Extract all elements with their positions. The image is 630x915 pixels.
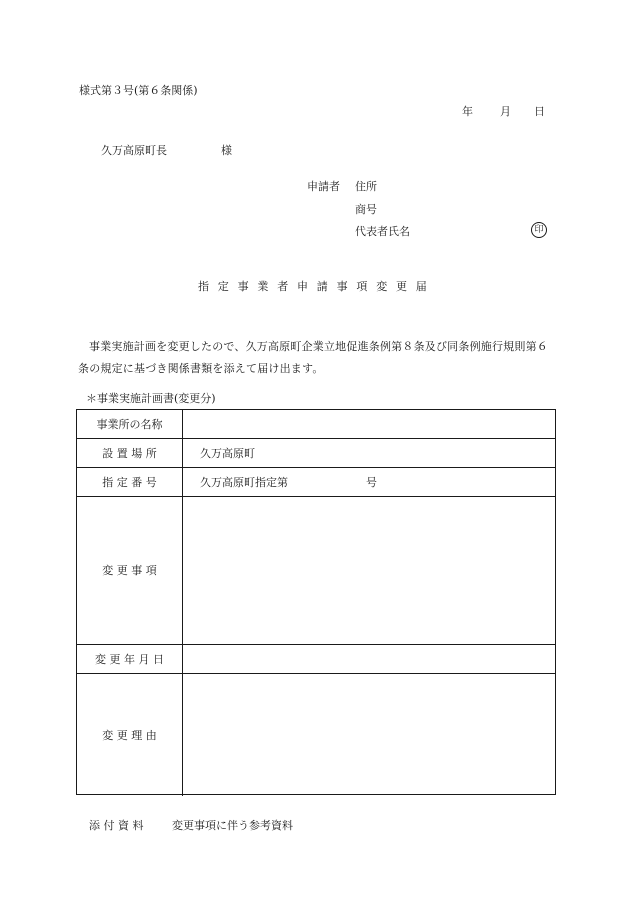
change-date-field[interactable]: [183, 645, 555, 673]
table-row-business-name: [77, 410, 555, 439]
form-number: 様式第３号(第６条関係): [79, 84, 198, 97]
applicant-business-name-label: 商号: [355, 203, 377, 216]
addressee-honorific: 様: [221, 144, 232, 157]
date-day-label: 日: [534, 105, 545, 118]
attachments-value: 変更事項に伴う参考資料: [172, 819, 293, 832]
business-name-field[interactable]: [183, 410, 555, 438]
table-row-change-items: [77, 497, 555, 645]
designation-number-field[interactable]: [183, 468, 555, 496]
change-items-field[interactable]: [183, 497, 555, 644]
document-title: 指定事業者申請事項変更届: [198, 280, 436, 293]
applicant-address-label: 住所: [355, 180, 377, 193]
location-field[interactable]: 久万高原町: [200, 446, 255, 460]
applicant-representative-label: 代表者氏名: [355, 225, 410, 238]
seal-mark: 印: [531, 222, 547, 238]
applicant-label: 申請者: [307, 180, 340, 193]
addressee-name: 久万高原町長: [101, 144, 167, 157]
table-row-designation-number: [77, 468, 555, 497]
change-reason-field[interactable]: [183, 674, 555, 796]
table-row-change-date: [77, 645, 555, 674]
plan-table: [76, 409, 556, 795]
row-label: 変 更 事 項: [77, 497, 183, 644]
row-label: 指 定 番 号: [77, 468, 183, 496]
table-caption: ＊事業実施計画書(変更分): [86, 392, 216, 405]
table-row-location: [77, 439, 555, 468]
table-row-change-reason: [77, 674, 555, 796]
body-text: 事業実施計画を変更したので、久万高原町企業立地促進条例第８条及び同条例施行規則第６条の規定に基づき関係書類を添えて届け出ます。: [78, 340, 548, 375]
row-label: 設 置 場 所: [77, 439, 183, 467]
row-label: 事業所の名称: [77, 410, 183, 438]
row-label: 変 更 理 由: [77, 674, 183, 796]
row-label: 変 更 年 月 日: [77, 645, 183, 673]
designation-suffix: 号: [366, 475, 377, 489]
designation-prefix: 久万高原町指定第: [200, 475, 288, 489]
date-month-label: 月: [500, 105, 511, 118]
attachments-label: 添 付 資 料: [89, 819, 144, 832]
date-year-label: 年: [462, 105, 473, 118]
